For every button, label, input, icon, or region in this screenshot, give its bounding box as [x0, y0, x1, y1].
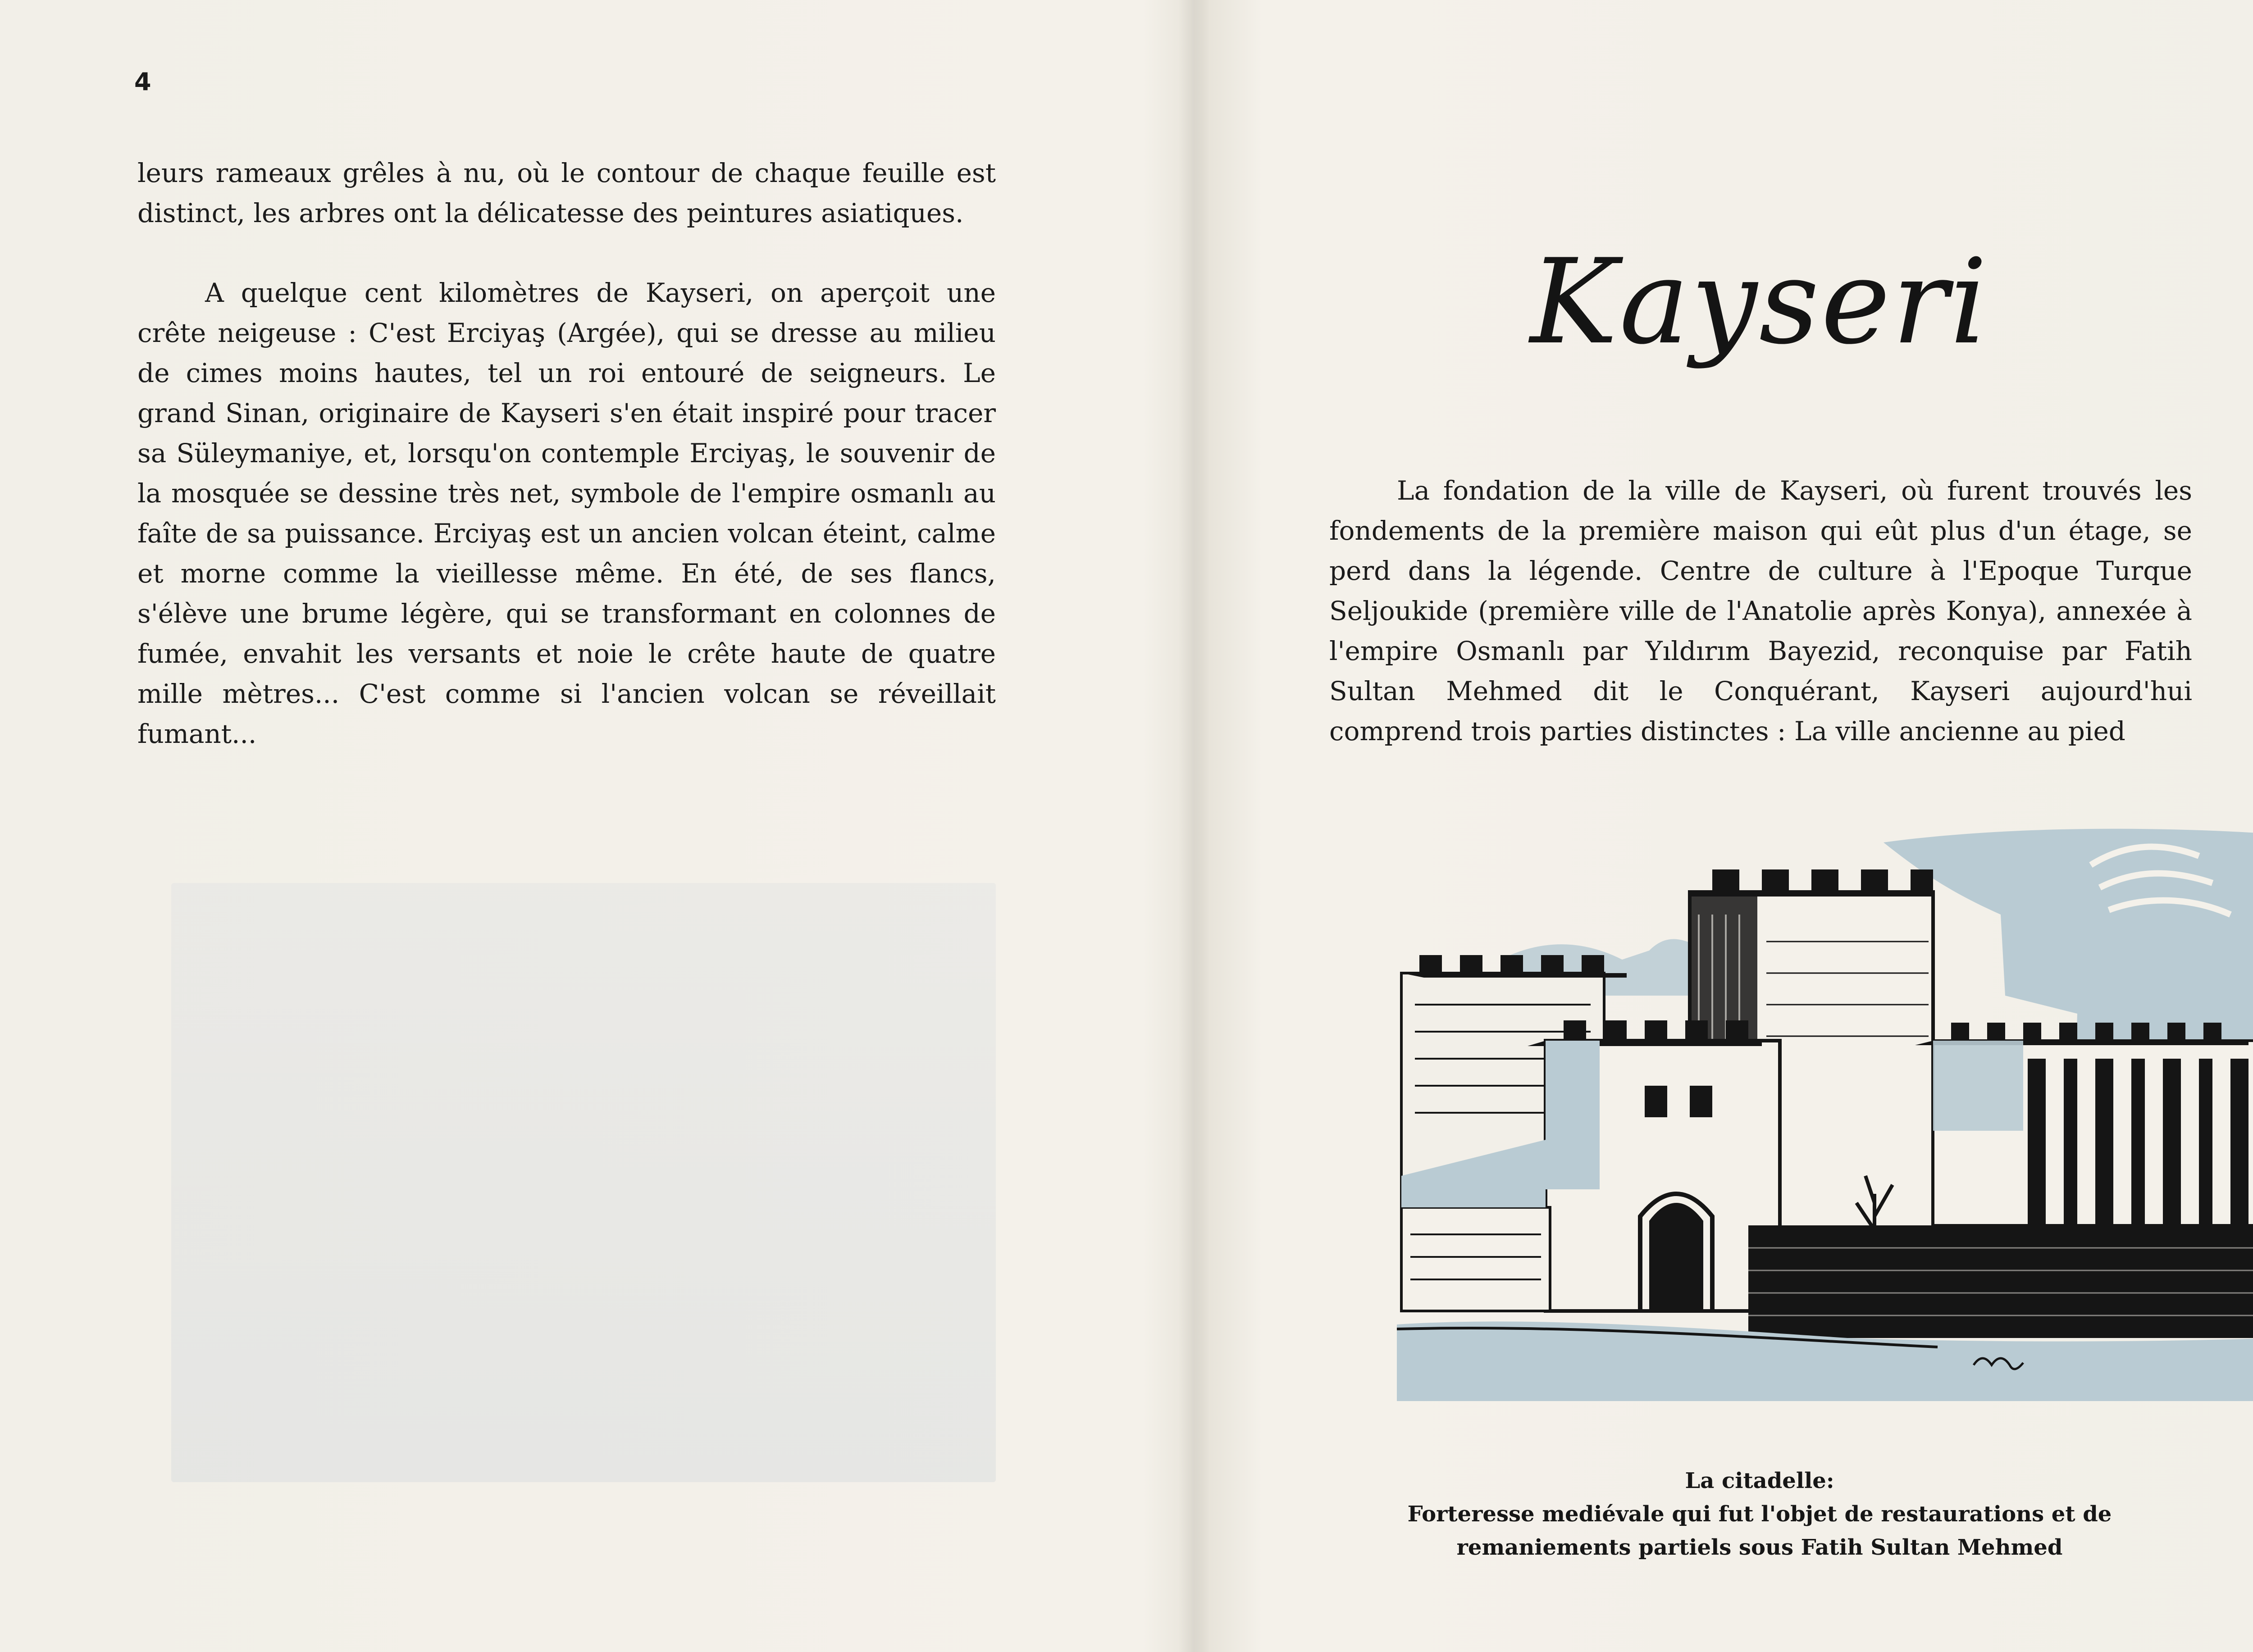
arched-gate: [1649, 1203, 1703, 1311]
paragraph: A quelque cent kilomètres de Kayseri, on aperçoit une crête neigeuse : C'est Erciyaş (Argée), qui se dresse au milieu de cimes moins hautes, tel un roi entouré de seigneurs. Le grand Sinan, originaire de Kayseri s'en était inspiré pour tracer sa Süleymaniye, et, lorsqu'on contemple Erciyaş, le souvenir de la mosquée se dessine très net, symbole de l'empire osmanlı au faîte de sa puissance. Erciyaş est un ancien volcan éteint, calme et morne comme la vieillesse même. En été, de ses flancs, s'élève une brume légère, qui se transformant en colonnes de fumée, envahit les versants et noie le crête haute de quatre mille mètres... C'est comme si l'ancien volcan se réveillait fumant...: [137, 278, 996, 749]
caption-line: La citadelle:: [1685, 1468, 1834, 1493]
show-through-image: [171, 883, 996, 1482]
right-page: [1192, 0, 2253, 1652]
illustration-caption: [1327, 1464, 2192, 1564]
right-page-text: [1329, 471, 2192, 751]
chapter-title: Kayseri: [1530, 234, 1989, 370]
brick-rampart: [1748, 1225, 2253, 1338]
paragraph: La fondation de la ville de Kayseri, où furent trouvés les fondements de la première maison qui eût plus d'un étage, se perd dans la légende. Centre de culture à l'Epoque Turque Seljoukide (première ville de l'Anatolie après Konya), annexée à l'empire Osmanlı par Yıldırım Bayezid, reconquise par Fatih Sultan Mehmed dit le Conquérant, Kayseri aujourd'hui comprend trois parties distinctes : La ville ancienne au pied: [1329, 475, 2192, 746]
paragraph: leurs rameaux grêles à nu, où le contour de chaque feuille est distinct, les arbres ont la délicatesse des peintures asiatiques.: [137, 158, 996, 228]
caption-line: remaniements partiels sous Fatih Sultan Mehmed: [1456, 1535, 2063, 1560]
caption-line: Forteresse mediévale qui fut l'objet de restaurations et de: [1407, 1502, 2112, 1527]
citadel-illustration: [1397, 824, 2253, 1401]
left-page-text: [137, 153, 996, 754]
page-number: 4: [134, 68, 151, 96]
